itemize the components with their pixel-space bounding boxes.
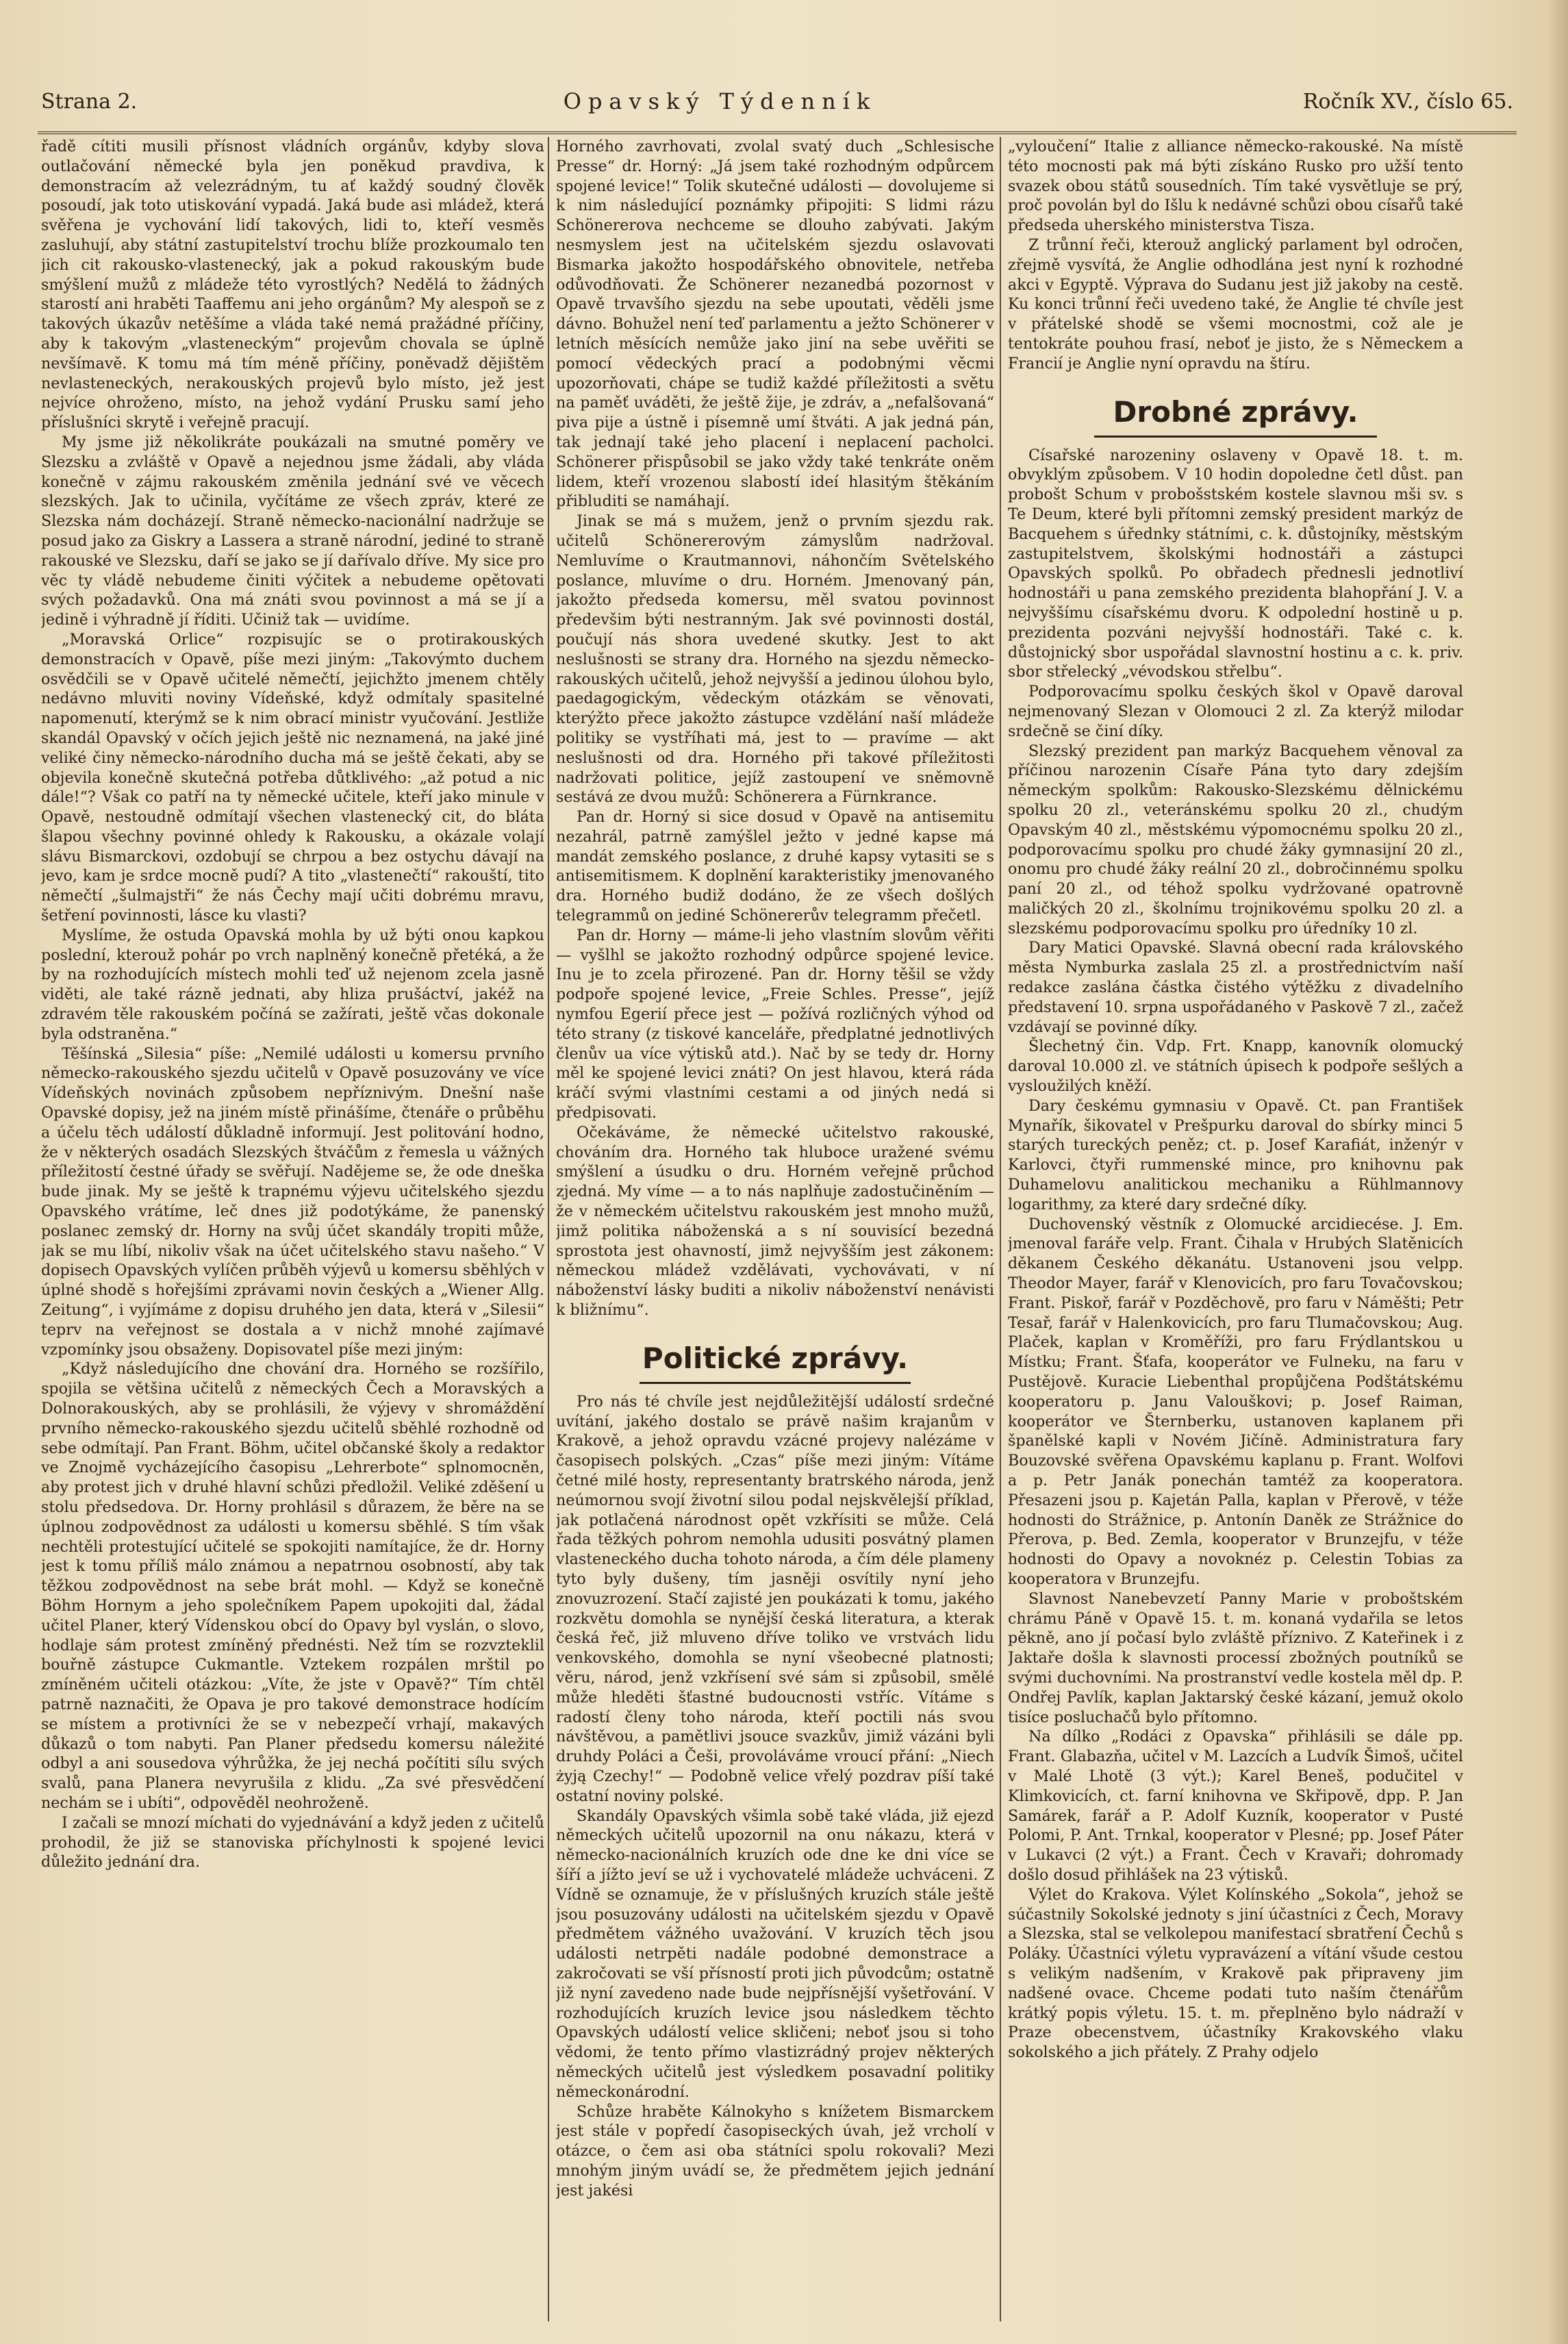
page-edge-shadow [1547,0,1568,2344]
paragraph: Očekáváme, že německé učitelstvo rakouské, chováním dra. Horného tak hluboce uražené svému smýšlení a úsudku o dru. Horném veřejně průchod zjedná. My víme — a to nás naplňuje zadostučiněním — že v německém učitelstvu rakouském jest mnoho mužů, jimž politika náboženská a s ní souvisící bezedná sprostota jest ohavností, jimž nejvyšším jest zákonem: německou mládež vzdělávati, vychovávati, v ní náboženství lásky buditi a nikoliv náboženství nenávisti k bližnímu“. [556,1123,994,1320]
paragraph: Na dílko „Rodáci z Opavska“ přihlásili se dále pp. Frant. Glabazňa, učitel v M. Lazcích a Ludvík Šimoš, učitel v Malé Lhotě (3 výt.); Karel Beneš, podučitel v Klimkovicích, ct. farní knihovna ve Skřipově, dpp. P. Jan Samárek, farář a P. Adolf Kuzník, kooperator v Pusté Polomi, P. Ant. Trnkal, kooperator v Plesné; pp. Josef Páter v Lukavci (2 výt.) a Frant. Čech v Kravaři; dohromady došlo dosud přihlášek na 23 výtisků. [1008,1728,1463,1884]
paragraph: Duchovenský věstník z Olomucké arcidiecése. J. Em. jmenoval faráře velp. Frant. Čihala v Hrubých Slatěnicích děkanem Českého děkanátu. Ustanoveni jsou velpp. Theodor Mayer, farář v Klenovicích, pro faru Tovačovskou; Frant. Piskoř, farář v Pozděchově, pro faru v Náměšti; Petr Tesař, farář v Halenkovicích, pro faru Tlumačovskou; Aug. Plaček, kaplan v Kroměříži, pro faru Frýdlantskou u Místku; Frant. Šťafa, kooperátor ve Fulneku, na faru v Pustějově. Kuracie Liebenthal propůjčena Podštátskému kooperatoru p. Janu Valouškovi; p. Josef Raiman, kooperátor ve Šternberku, ustanoven kaplanem při španělské kapli v Novém Jičíně. Administratura fary Bouzovské svěřena Opavskému kaplanu p. Frant. Wolfovi a p. Petr Janák ponechán tamtéž za kooperatora. Přesazeni jsou p. Kajetán Palla, kaplan v Přerově, v téže hodnosti do Strážnice, p. Antonín Daněk ze Strážnice do Přerova, p. Bed. Zemla, kooperator v Brunzejfu, v téže hodnosti do Opavy a novoknéz p. Celestin Tobias za kooperatora v Brunzejfu. [1008,1215,1463,1588]
paragraph: Myslíme, že ostuda Opavská mohla by už býti onou kapkou poslední, kterouž pohár po vrch naplněný konečně přetéká, a že by na rozhodujících místech mohli teď už nejenom zcela jasně viděti, ale také rázně jednati, aby hliza prušáctví, jakéž na zdravém těle rakouském počíná se zažírati, ještě včas dokonale byla odstraněna.“ [41,926,544,1043]
paragraph: Z trůnní řeči, kterouž anglický parlament byl odročen, zřejmě vysvítá, že Anglie odhodlána jest nyní k rozhodné akci v Egyptě. Výprava do Sudanu jest již jakoby na cestě. Ku konci trůnní řeči uvedeno také, že Anglie té chvíle jest v přátelské shodě se všemi mocnostmi, což ale je tentokráte pouhou frasí, neboť je jisto, že s Německem a Francií je Anglie nyní opravdu na štíru. [1008,236,1463,373]
paragraph: Skandály Opavských všimla sobě také vláda, již ejezd německých učitelů upozornil na onu nákazu, která v německo-nacionálních kruzích ode dne ke dni více se šíří a jížto jeví se už i vychovatelé mládeže uchváceni. Z Vídně se oznamuje, že v příslušných kruzích stále ještě jsou posuzovány události na učitelském sjezdu v Opavě předmětem vážného uvažování. V kruzích těch jsou události netrpěti nadále podobné demonstrace a zakročovati se vší přísností proti jich původcům; ostatně již nyní zavedeno nade bude nejpřísnější vyšetřování. V rozhodujících kruzích levice jsou následkem těchto Opavských událostí velice skličeni; neboť jsou si toho vědomi, že tento přímo vlastizrádný projev některých německých učitelů jest výsledkem posavadní politiky německonárodní. [556,1806,994,2101]
paragraph: Jinak se má s mužem, jenž o prvním sjezdu rak. učitelů Schönererovým zámyslům nadržoval. Nemluvíme o Krautmannovi, náhončím Světelského poslance, mluvíme o dru. Horném. Jmenovaný pán, jakožto předseda komersu, měl svatou povinnost předevšim býti nestranným. Jak své povinnosti dostál, poučují nás shora uvedené skutky. Jest to akt neslušnosti se strany dra. Horného na sjezdu německo-rakouských učitelů, jehož nejvyšší a jedinou úlohou bylo, paedagogickým, vědeckým otázkám se věnovati, kterýžto přece jakožto zástupce vzdělání naší mládeže politiky se vystříhati má, jest to — pravíme — akt neslušnosti od dra. Horného při takové příležitosti nadržovati politice, jejíž zastoupení ve sněmovně sestává ze dvou mužů: Schönerera a Fürnkrance. [556,512,994,807]
paragraph: I začali se mnozí míchati do vyjednávání a když jeden z učitelů prohodil, že již se stanoviska příchylnosti k spojené levici důležito jednání dra. [41,1813,544,1872]
issue-number: Ročník XV., číslo 65. [1302,89,1513,114]
section-rule [640,1382,911,1384]
section-title-politicke: Politické zprávy. [642,1341,909,1375]
page-header [41,81,1513,122]
paragraph: Výlet do Krakova. Výlet Kolínského „Sokola“, jehož se súčastnily Sokolské jednoty s jiní účastníci z Čech, Moravy a Slezska, stal se velkolepou manifestací sbratření Čechů s Poláky. Účastníci výletu vypravázení a vítání všude cestou s velikým nadšením, v Krakově pak připraveny jim nadšené ovace. Chceme podati tuto naším čtenářům krátký popis výletu. 15. t. m. přeplněno bylo nádraží v Praze obecenstvem, účastníky Krakovského vlaku sokolského a jich přátely. Z Prahy odjelo [1008,1885,1463,2062]
column-3 [1008,137,1463,2321]
paragraph: Pro nás té chvíle jest nejdůležitější událostí srdečné uvítání, jakého dostalo se právě našim krajanům v Krakově, a jehož opravdu vzácné projevy nalézáme v časopisech polských. „Czas“ píše mezi jiným: Vítáme četné milé hosty, representanty bratrského národa, jenž neúmornou svojí životní silou podal nejskvělejší příklad, jak potlačená národnost opět vzkřísiti se může. Celá řada těžkých pohrom nemohla udusiti posvátný plamen vlasteneckého ducha tohoto národa, a čím déle plameny tyto byly dušeny, tím jasněji osvítily nyní jeho znovuzrození. Stačí zajisté jen poukázati k tomu, jakého rozkvětu domohla se nynější česká literatura, a kterak česká řeč, již mluveno dříve toliko ve vrstvách lidu venkovského, domohla se nyní všeobecné platnosti; věru, národ, jenž vzkřísení své sám si způsobil, smělé může hleděti šťastné budoucnosti vstříc. Vítáme s radostí členy toho národa, kteří poctili nás svou návštěvou, a pamětlivi jsouce svazkův, jimiž vázáni byli druhdy Poláci a Češi, provoláváme vroucí přání: „Niech żyją Czechy!“ — Podobně velice vřelý pozdrav píší také ostatní noviny polské. [556,1392,994,1805]
paragraph: My jsme již několikráte poukázali na smutné poměry ve Slezsku a zvláště v Opavě a nejednou jsme žádali, aby vláda konečně v zájmu rakouském změnila jednání své ve věcech slezských. Jak to učinila, vyčítáme ze všech zpráv, které ze Slezska nám docházejí. Straně německo-nacionální nadržuje se posud jako za Giskry a Lassera a straně národní, jediné to straně rakouské ve Slezsku, daří se jako se jí dařívalo dříve. My sice pro věc ty vládě nebudeme činiti výčitek a nebudeme opětovati svých požadavků. Ona má znáti svou povinnost a má se jí a jedině i výhradně jí říditi. Učiniž tak — uvidíme. [41,433,544,629]
paragraph: Dary českému gymnasiu v Opavě. Ct. pan František Mynařík, šikovatel v Prešpurku daroval do sbírky minci 5 starých tureckých peněz; ct. p. Josef Karafiát, inženýr v Karlovci, čtyři rummenské mince, pro knihovnu pak Duhamelovu analitickou mechaniku a Rühlmannovy logarithmy, za které dary srdečné díky. [1008,1096,1463,1213]
paragraph: Těšínská „Silesia“ píše: „Nemilé události u komersu prvního německo-rakouského sjezdu učitelů v Opavě posuzovány ve více Vídeňských novinách způsobem nepříznivým. Dnešní naše Opavské dopisy, jež na jiném místě přinášíme, čtenáře o průběhu a účelu těch událostí důkladně informují. Jest politování hodno, že v některých osadách Slezských štváčům z řemesla u vážných příležitostí čestné úřady se svěřují. Nadějeme se, že ode dneška bude jinak. My se ještě k trapnému výjevu učitelského sjezdu Opavského vrátíme, leč dnes již podotýkáme, že panenský poslanec zemský dr. Horny na svůj účet skandály tropiti může, jak se mu líbí, nikoliv však na účet učitelského stavu našeho.“ V dopisech Opavských vylíčen průběh výjevů u komersu sběhlých v úplné shodě s hořejšími zprávami novin českých a „Wiener Allg. Zeitung“, i vyjímáme z dopisu druhého jen data, která v „Silesii“ teprv na veřejnost se dostala a v nichž mnohé zajímavé vzpomínky jsou obsaženy. Dopisovatel píše mezi jiným: [41,1044,544,1359]
paragraph: „Moravská Orlice“ rozpisujíc se o protirakouských demonstracích v Opavě, píše mezi jiným: „Takovýmto duchem osvědčili se v Opavě učitelé němečtí, jejichžto jmenem chtěly nedávno mluviti noviny Vídeňské, když odmítaly spasitelné napomenutí, kterýmž se k nim obrací ministr vyučování. Jestliže skandál Opavský v očích jejich ještě nic neznamená, na jaké jiné veliké činy německo-národního ducha má se ještě čekati, aby se objevila konečně skutečná potřeba důtklivého: „až potud a nic dále!“? Však co patří na ty německé učitele, kteří jako minule v Opavě, nestoudně odmítají všechen vlastenecký cit, do bláta šlapou všechny povinné ohledy k Rakousku, a okázale volají slávu Bismarckovi, ozdobují se chrpou a bez ostychu dávají na jevo, kam je srdce mocně pudí? A tito „vlastenečtí“ rakouští, tito němečtí „šulmajstři“ že nás Čechy mají učiti dobrému mravu, šetření povinnosti, lásce ku vlasti? [41,630,544,925]
section-title-drobne: Drobné zprávy. [1113,394,1358,429]
paragraph: Slezský prezident pan markýz Bacquehem věnoval za příčinou narozenin Císaře Pána tyto dary zdejším německým spolkům: Rakousko-Slezskému dělnickému spolku 20 zl., veteránskému spolku 20 zl., chudým Opavským 40 zl., městskému výpomocnému spolku 20 zl., podporovacímu spolku pro chudé žáky gymnasijní 20 zl., onomu pro chudé žáky reální 20 zl., dobročinnému spolku paní 20 zl., od téhož spolku vydržované opatrovně maličkých 20 zl., školnímu trojnikovému spolku 20 zl. a slezskému podporovacímu spolku pro úředníky 10 zl. [1008,742,1463,937]
paragraph: „Když následujícího dne chování dra. Horného se rozšířilo, spojila se většina učitelů z německých Čech a Moravských a Dolnorakouských, aby se prohlásili, že výjevy v shromáždění prvního německo-rakouského sjezdu učitelů sběhlé rozhodně od sebe odmítají. Pan Frant. Böhm, učitel občanské školy a redaktor ve Znojmě vycházejícího časopisu „Lehrerbote“ splnomocněn, aby protest jich v druhé hlavní schůzi předložil. Veliké zděšení u stolu předsedova. Dr. Horny prohlásil s důrazem, že běre na se úplnou zodpovědnost za události u komersu sběhlé. S tím však nechtěli protestující učitelé se spokojiti namítajíce, že dr. Horny jest k tomu příliš málo známou a nepatrnou osobností, aby tak těžkou zodpovědnost na sebe brát mohl. — Když se konečně Böhm Hornym a jeho společníkem Papem upokojiti dal, žádal učitel Planer, který Vídenskou obcí do Opavy byl vyslán, o slovo, hodlaje sám protest zmíněný přednésti. Než tím se rozvzteklil bouřně zástupce Cukmantle. Vztekem rozpálen mrštil po zmíněném učiteli otázkou: „Víte, že jste v Opavě?“ Tím chtěl patrně naznačiti, že Opava je pro takové demonstrace hodícím se místem a protivníci že se v nebezpečí vrhají, makavých důkazů o tom nabyti. Pan Planer předsedu komersu náležité odbyl a ani sousedova výhrůžka, že jej nechá počítiti sílu svých svalů, pana Planera nevyrušila z klidu. „Za své přesvědčení nechám se i ubíti“, odpověděl neohroženě. [41,1360,544,1812]
masthead-title: Opavský Týdenník [563,88,877,114]
paragraph: Schůze hraběte Kálnokyho s knížetem Bismarckem jest stále v popředí časopiseckých úvah, jež vrcholí v otázce, o čem asi oba státníci spolu rokovali? Mezi mnohým jiným uvádí se, že předmětem jejich jednání jest jakési [556,2102,994,2200]
paragraph: Podporovacímu spolku českých škol v Opavě daroval nejmenovaný Slezan v Olomouci 2 zl. Za kterýž milodar srdečně se činí díky. [1008,683,1463,740]
header-rule [38,131,1517,134]
page-number: Strana 2. [41,89,138,114]
paragraph: Císařské narozeniny oslaveny v Opavě 18. t. m. obvyklým způsobem. V 10 hodin dopoledne četl důst. pan probošt Schum v probošstském kostele slavnou mši sv. s Te Deum, které byli přítomni zemský president markýz de Bacquehem s úřednky státními, c. k. důstojníky, městským zastupitelstvem, školskými hodnostáři a zástupci Opavských spolků. Po obřadech přednesli jednotliví hodnostáři u pana zemského prezidenta blahopřání J. V. a nejvyššímu císařskému dvoru. K odpolední hostině u p. prezidenta pozváni nejvyšší hodnostáři. Také c. k. důstojnický sbor uspořádal slavnostní hostinu a c. k. priv. sbor střelecký „vévodskou střelbu“. [1008,446,1463,681]
paragraph: Pan dr. Horný si sice dosud v Opavě na antisemitu nezahrál, patrně zamýšlel ježto v jedné kapse má mandát zemského poslance, z druhé kapsy vytasiti se s antisemitismem. K doplnění karakteristiky jmenovaného dra. Horného budiž dodáno, že ze všech došlých telegrammů on jediné Schönererův telegramm přečetl. [556,808,994,925]
paragraph: „vyloučení“ Italie z alliance německo-rakouské. Na místě této mocnosti pak má býti získáno Rusko pro užší tento svazek obou států sousedních. Tím také vysvětluje se prý, proč povolán byl do Išlu k nedávné schůzi obou císařů také předseda uherského ministerstva Tisza. [1008,138,1463,235]
paragraph: Šlechetný čin. Vdp. Frt. Knapp, kanovník olomucký daroval 10.000 zl. ve státních úpisech k podpoře sešlých a vysloužilých kněží. [1008,1037,1463,1096]
column-rule [1000,137,1001,2321]
column-1 [41,137,544,2321]
column-2 [556,137,994,2321]
paragraph: Horného zavrhovati, zvolal svatý duch „Schlesische Presse“ dr. Horný: „Já jsem také rozhodným odpůrcem spojené levice!“ Tolik skutečné události — dovolujeme si k nim následující poznámky připojiti: S lidmi rázu Schönererova nechceme se dlouho zabývati. Jakým nesmyslem jest na učitelském sjezdu oslavovati Bismarka jakožto hospodářského obnovitele, netřeba odůvodňovati. Že Schönerer nezanedbá pozornost v Opavě trvavšího sjezdu na sebe upoutati, věděli jsme dávno. Bohužel není teď parlamentu a ježto Schönerer v letních měsících nemůže jako jiní na sebe uvěřiti se pomocí vědeckých prací a podobnými věcmi upozorňovati, chápe se tudiž každé příležitosti a světu na paměť uváděti, že ještě žije, je zdráv, a „nefalšovaná“ piva pije a ústně i písemně umí štváti. A jak jedná pán, tak jednají také jeho placení i neplacení pacholci. Schönerer přispůsobil se jako vždy také tenkráte oněm lidem, kteří vrozenou slabostí ideí hlasitým štěkáním přibluditi se namáhají. [556,138,994,511]
column-rule [548,137,549,2321]
paragraph: Pan dr. Horny — máme-li jeho vlastním slovům věřiti — vyšlhl se jakožto rozhodný odpůrce spojené levice. Inu je to zcela přirozené. Pan dr. Horny těšil se vždy podpoře spojené levice, „Freie Schles. Presse“, jejíž nymfou Egerií přece jest — požívá rozličných výhod od této strany (z tiskové kanceláře, předplatné jednotlivých členův ua více výtisků atd.). Nač by se tedy dr. Horny měl ke spojené levici znáti? On jest hlavou, která ráda kráčí svými vlastními cestami a od jiných nedá si předpisovati. [556,926,994,1122]
paragraph: Slavnost Nanebevzetí Panny Marie v proboštském chrámu Páně v Opavě 15. t. m. konaná vydařila se letos pěkně, ano jí počasí bylo zvláště příznivo. Z Kateřinek i z Jaktaře došla k slavnosti processí zbožných poutníků se svými duchovními. Na prostranství vedle kostela měl dp. P. Ondřej Pavlík, kaplan Jaktarský české kázaní, jemuž okolo tisíce posluchačů bylo přítomno. [1008,1589,1463,1726]
section-rule [1094,436,1376,438]
paragraph: Dary Matici Opavské. Slavná obecní rada královského města Nymburka zaslala 25 zl. a prostřednictvím naší redakce zaslána částka čistého výtěžku z divadelního představení 10. srpna uspořádaného v Paskově 7 zl., začež vzdávají se povinné díky. [1008,939,1463,1036]
paragraph: řadě cítiti musili přísnost vládních orgánův, kdyby slova outlačování německé byla jen poněkud pravdiva, k demonstracím až velezrádným, tu ať každý soudný člověk posoudí, jak toto utiskování vypadá. Jaká bude asi mládež, která svěřena je vychování lidí takových, lidi to, kteří vesměs zasluhují, aby státní zastupitelství trochu blíže prozkoumalo ten jich cit rakousko-vlastenecký, jak a pokud rakouským bude smýšlení mužů z mládeže této vyrostlých? Nedělá to žádných starostí ani hraběti Taaffemu ani jeho orgánům? My alespoň se z takových úkazův netěšíme a vláda také nemá pražádné příčiny, aby k takovým „vlasteneckým“ projevům chovala se úplně nevšímavě. K tomu má tím méně příčiny, poněvadž dějištěm nevlasteneckých, nerakouských projevů bylo místo, jež jest nejvíce ohroženo, místo, na jehož vydání Prusku samí jeho příslušníci skrytě i veřejně pracují. [41,138,544,432]
